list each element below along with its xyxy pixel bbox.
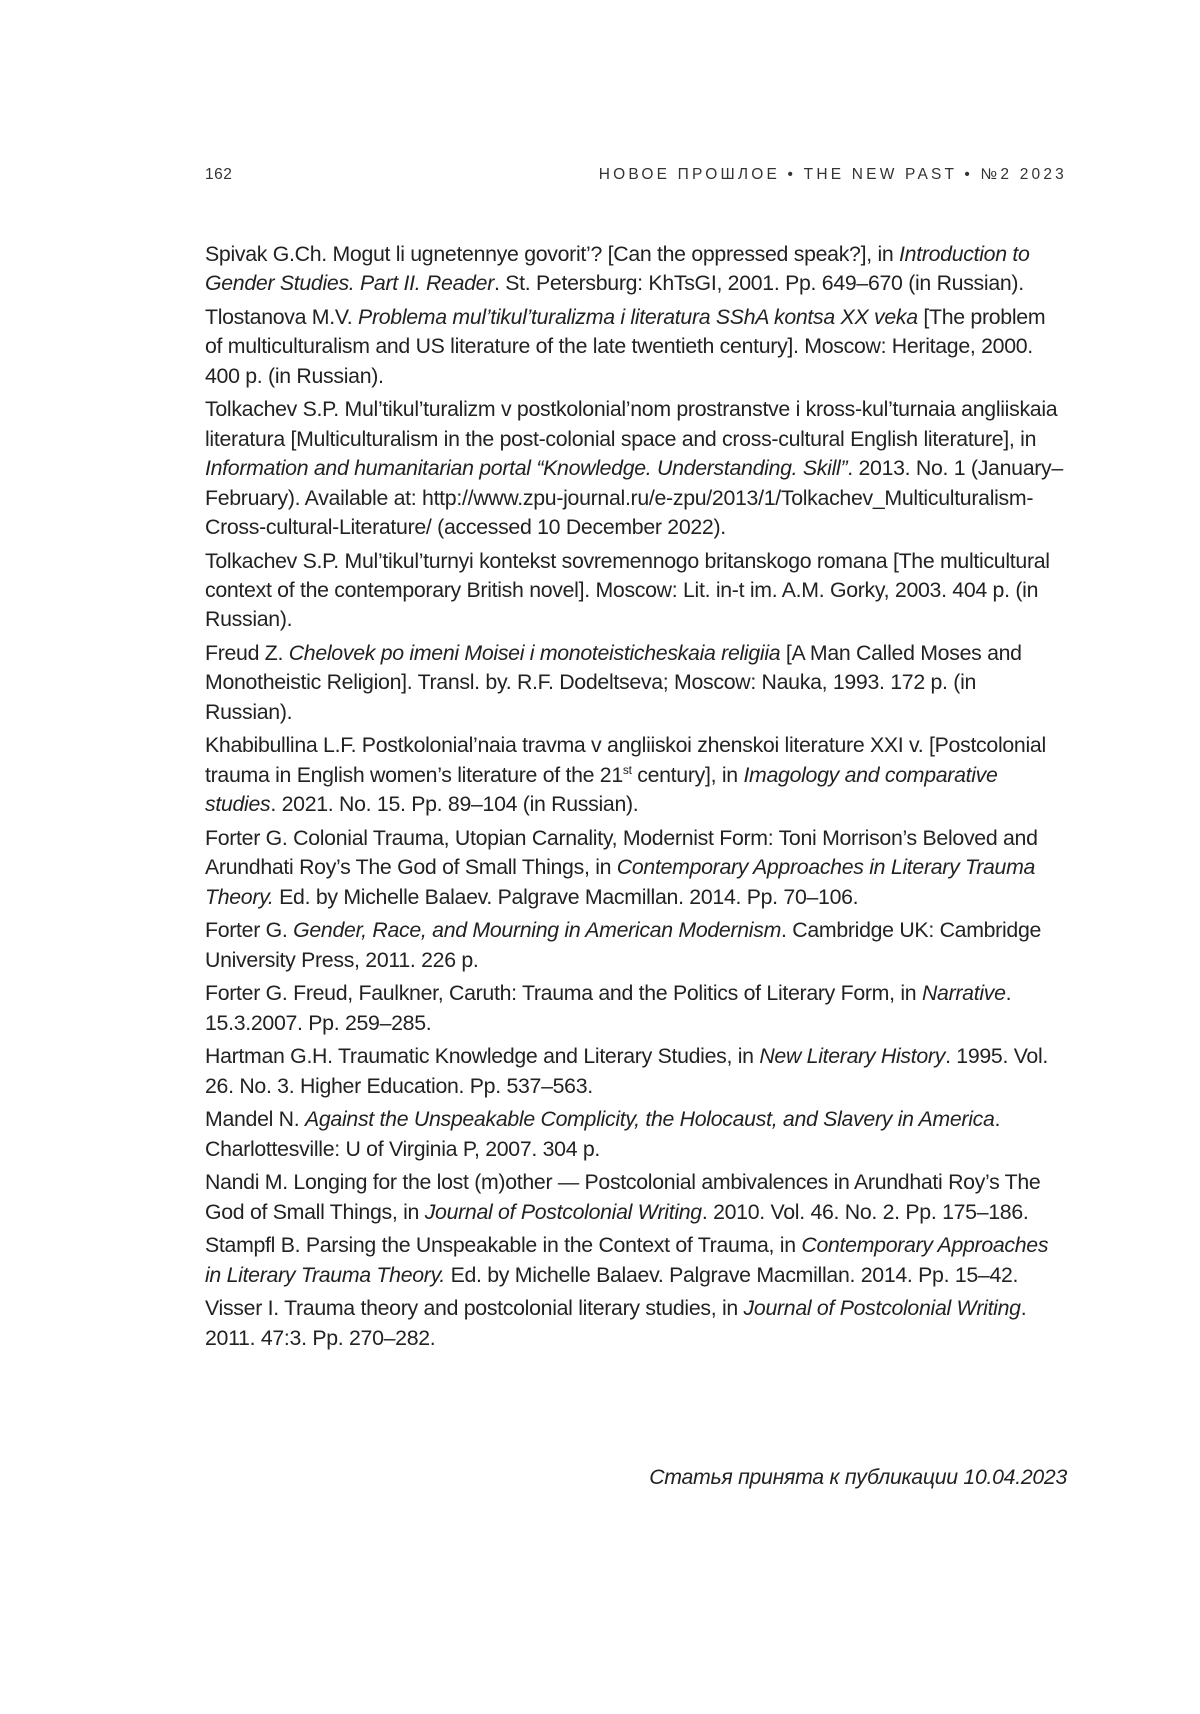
reference-entry [205,1105,1067,1164]
reference-entry [205,1168,1067,1227]
reference-entry [205,1231,1067,1290]
reference-text: [The problem of multiculturalism and US literature of the late twentieth century]. Moscow: Heritage, 2000. 400 p. (in Russian). [205,305,1045,388]
reference-entry [205,303,1067,391]
reference-title: Against the Unspeakable Complicity, the Holocaust, and Slavery in America [305,1107,995,1131]
reference-title: Journal of Postcolonial Writing [744,1296,1021,1320]
reference-text: . St. Petersburg: KhTsGI, 2001. Pp. 649–670 (in Russian). [494,271,1024,295]
reference-text: . Charlottesville: U of Virginia P, 2007. 304 p. [205,1107,1000,1160]
journal-page [0,0,1200,1714]
reference-title: Imagology and comparative studies [205,763,998,816]
page-number: 162 [205,166,232,184]
journal-title: НОВОЕ ПРОШЛОЕ • THE NEW PAST • №2 2023 [599,166,1067,184]
reference-text: Tlostanova M.V. [205,305,358,329]
reference-text: . 2013. No. 1 (January–February). Available at: http://www.zpu-journal.ru/e-zpu/2013/1/Tolkachev_Multiculturalism-Cross-cultural-Literature/ (accessed 10 December 2022). [205,456,1063,539]
reference-text: Hartman G.H. Traumatic Knowledge and Literary Studies, in [205,1044,759,1068]
reference-text: Spivak G.Ch. Mogut li ugnetennye govorit’? [Can the oppressed speak?], in [205,242,899,266]
reference-entry [205,240,1067,299]
reference-title: Problema mul’tikul’turalizma i literatura SShA kontsa XX veka [358,305,918,329]
reference-text: Forter G. [205,918,293,942]
reference-entry [205,824,1067,912]
reference-text: Nandi M. Longing for the lost (m)other — Postcolonial ambivalences in Arundhati Roy’s The God of Small Things, in [205,1170,1040,1223]
reference-entry [205,979,1067,1038]
reference-title: New Literary History [759,1044,945,1068]
reference-text: Stampfl B. Parsing the Unspeakable in the Context of Trauma, in [205,1233,801,1257]
reference-text: Tolkachev S.P. Mul’tikul’turalizm v postkolonial’nom prostranstve i kross-kul’turnaia angliiskaia literatura [Multiculturalism in the post-colonial space and cross-cultural English literature], in [205,397,1057,450]
reference-entry [205,395,1067,542]
reference-text: [A Man Called Moses and Monotheistic Religion]. Transl. by. R.F. Dodeltseva; Moscow: Nauka, 1993. 172 p. (in Russian). [205,641,1022,724]
acceptance-note: Статья принята к публикации 10.04.2023 [649,1465,1067,1490]
reference-entry [205,547,1067,635]
reference-text: Ed. by Michelle Balaev. Palgrave Macmillan. 2014. Pp. 15–42. [445,1263,1018,1287]
reference-list [205,240,1067,1357]
reference-entry [205,731,1067,819]
reference-entry [205,1042,1067,1101]
reference-title: Introduction to Gender Studies. Part II. Reader [205,242,1030,295]
reference-entry [205,639,1067,727]
reference-text: Freud Z. [205,641,289,665]
reference-text: Tolkachev S.P. Mul’tikul’turnyi kontekst sovremennogo britanskogo romana [The multicultural context of the contemporary British novel]. Moscow: Lit. in-t im. A.M. Gorky, 2003. 404 p. (in Russian). [205,549,1050,632]
reference-text: . 2011. 47:3. Pp. 270–282. [205,1296,1026,1349]
reference-title: Information and humanitarian portal “Knowledge. Understanding. Skill” [205,456,847,480]
reference-entry [205,1294,1067,1353]
reference-text: . 15.3.2007. Pp. 259–285. [205,981,1011,1034]
reference-text: . Cambridge UK: Cambridge University Press, 2011. 226 p. [205,918,1041,971]
reference-text: . 2021. No. 15. Pp. 89–104 (in Russian). [270,792,638,816]
reference-title: Chelovek po imeni Moisei i monoteisticheskaia religiia [289,641,781,665]
reference-text: Ed. by Michelle Balaev. Palgrave Macmillan. 2014. Pp. 70–106. [274,885,859,909]
reference-text: Khabibullina L.F. Postkolonial’naia travma v angliiskoi zhenskoi literature XXI v. [Postcolonial trauma in English women’s literature of the 21 [205,733,1046,786]
reference-text: Visser I. Trauma theory and postcolonial literary studies, in [205,1296,744,1320]
reference-text: . 2010. Vol. 46. No. 2. Pp. 175–186. [702,1200,1029,1224]
superscript: st [623,763,632,777]
reference-title: Journal of Postcolonial Writing [425,1200,702,1224]
reference-text: century], in [632,763,744,787]
reference-title: Contemporary Approaches in Literary Trauma Theory. [205,1233,1048,1286]
reference-text: Forter G. Freud, Faulkner, Caruth: Trauma and the Politics of Literary Form, in [205,981,922,1005]
reference-title: Contemporary Approaches in Literary Trauma Theory. [205,855,1035,908]
reference-text: Mandel N. [205,1107,305,1131]
reference-title: Gender, Race, and Mourning in American Modernism [293,918,781,942]
reference-entry [205,916,1067,975]
reference-text: . 1995. Vol. 26. No. 3. Higher Education. Pp. 537–563. [205,1044,1048,1097]
reference-title: Narrative [922,981,1006,1005]
reference-text: Forter G. Colonial Trauma, Utopian Carnality, Modernist Form: Toni Morrison’s Beloved and Arundhati Roy’s The God of Small Things, in [205,826,1038,879]
